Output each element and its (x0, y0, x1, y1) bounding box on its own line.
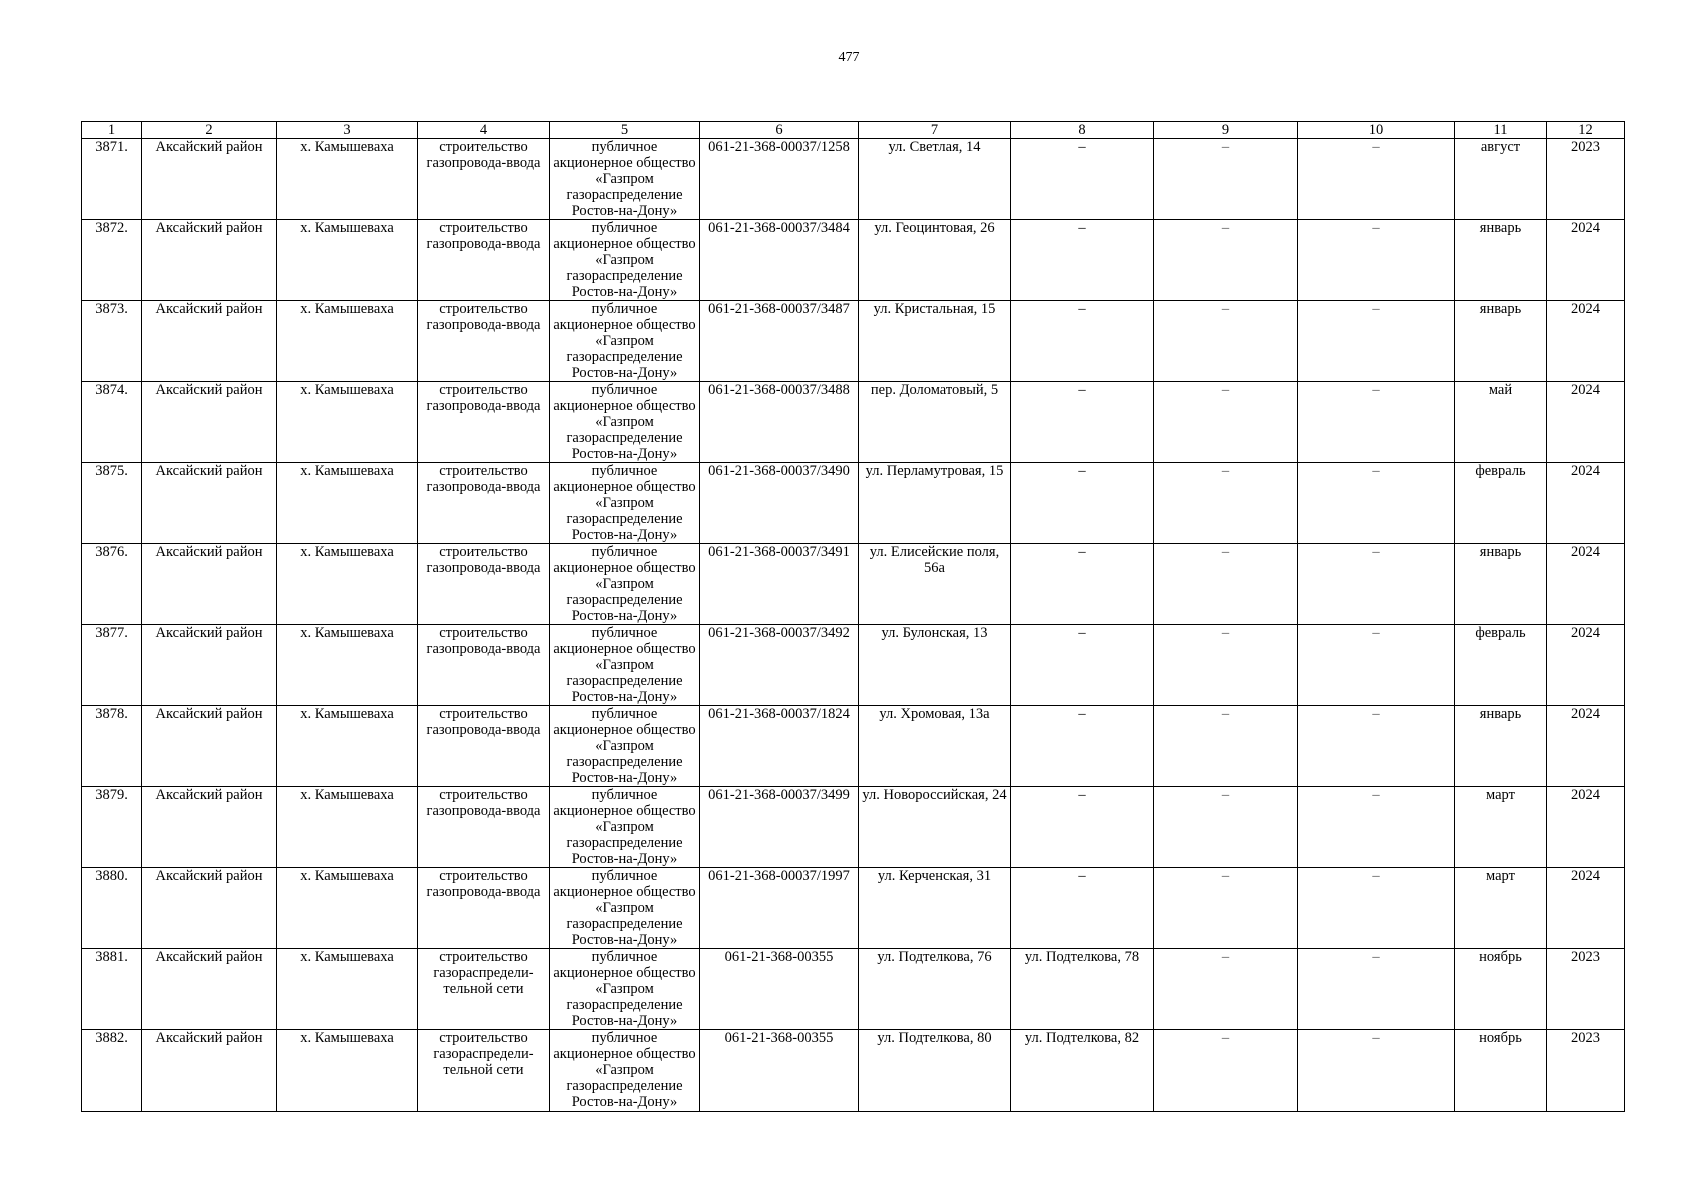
year-cell: 2024 (1547, 787, 1625, 868)
settlement-cell: х. Камышеваха (277, 220, 418, 301)
address-from-cell: ул. Геоцинтовая, 26 (859, 220, 1011, 301)
gas-register-table (81, 121, 1625, 1112)
column-10-cell: – (1298, 382, 1455, 463)
year-cell: 2024 (1547, 544, 1625, 625)
year-cell: 2024 (1547, 868, 1625, 949)
address-to-cell: – (1011, 463, 1154, 544)
table-row (82, 139, 1625, 220)
column-9-cell: – (1154, 868, 1298, 949)
code-cell: 061-21-368-00037/3492 (700, 625, 859, 706)
year-cell: 2024 (1547, 463, 1625, 544)
district-cell: Аксайский район (142, 220, 277, 301)
address-from-cell: ул. Хромовая, 13а (859, 706, 1011, 787)
object-cell: строительство газопровода-ввода (418, 382, 550, 463)
row-number: 3873. (82, 301, 142, 382)
address-from-cell: ул. Подтелкова, 76 (859, 949, 1011, 1030)
table-row (82, 463, 1625, 544)
table-row (82, 868, 1625, 949)
object-cell: строительство газопровода-ввода (418, 868, 550, 949)
organization-cell: публичное акционерное общество «Газпром газораспределение Ростов-на-Дону» (550, 220, 700, 301)
object-cell: строительство газопровода-ввода (418, 544, 550, 625)
settlement-cell: х. Камышеваха (277, 544, 418, 625)
address-to-cell: – (1011, 301, 1154, 382)
year-cell: 2024 (1547, 220, 1625, 301)
column-header: 1 (82, 122, 142, 139)
organization-cell: публичное акционерное общество «Газпром газораспределение Ростов-на-Дону» (550, 787, 700, 868)
settlement-cell: х. Камышеваха (277, 1030, 418, 1112)
column-header: 11 (1455, 122, 1547, 139)
code-cell: 061-21-368-00037/1824 (700, 706, 859, 787)
column-9-cell: – (1154, 463, 1298, 544)
column-10-cell: – (1298, 301, 1455, 382)
object-cell: строительство газопровода-ввода (418, 220, 550, 301)
code-cell: 061-21-368-00037/3491 (700, 544, 859, 625)
code-cell: 061-21-368-00355 (700, 949, 859, 1030)
district-cell: Аксайский район (142, 1030, 277, 1112)
code-cell: 061-21-368-00037/3490 (700, 463, 859, 544)
column-10-cell: – (1298, 544, 1455, 625)
address-to-cell: – (1011, 625, 1154, 706)
month-cell: январь (1455, 301, 1547, 382)
organization-cell: публичное акционерное общество «Газпром газораспределение Ростов-на-Дону» (550, 463, 700, 544)
address-to-cell: – (1011, 220, 1154, 301)
month-cell: май (1455, 382, 1547, 463)
address-to-cell: – (1011, 706, 1154, 787)
district-cell: Аксайский район (142, 625, 277, 706)
code-cell: 061-21-368-00037/3487 (700, 301, 859, 382)
settlement-cell: х. Камышеваха (277, 301, 418, 382)
year-cell: 2024 (1547, 301, 1625, 382)
month-cell: январь (1455, 544, 1547, 625)
address-from-cell: ул. Светлая, 14 (859, 139, 1011, 220)
table-row (82, 382, 1625, 463)
column-header: 8 (1011, 122, 1154, 139)
page-number: 477 (838, 50, 860, 65)
column-header: 7 (859, 122, 1011, 139)
row-number: 3878. (82, 706, 142, 787)
code-cell: 061-21-368-00037/1258 (700, 139, 859, 220)
organization-cell: публичное акционерное общество «Газпром газораспределение Ростов-на-Дону» (550, 382, 700, 463)
district-cell: Аксайский район (142, 787, 277, 868)
organization-cell: публичное акционерное общество «Газпром газораспределение Ростов-на-Дону» (550, 868, 700, 949)
table-row (82, 544, 1625, 625)
row-number: 3879. (82, 787, 142, 868)
address-to-cell: – (1011, 868, 1154, 949)
object-cell: строительство газопровода-ввода (418, 301, 550, 382)
district-cell: Аксайский район (142, 301, 277, 382)
settlement-cell: х. Камышеваха (277, 787, 418, 868)
organization-cell: публичное акционерное общество «Газпром газораспределение Ростов-на-Дону» (550, 706, 700, 787)
object-cell: строительство газораспредели-тельной сети (418, 949, 550, 1030)
object-cell: строительство газопровода-ввода (418, 625, 550, 706)
column-header: 2 (142, 122, 277, 139)
year-cell: 2024 (1547, 625, 1625, 706)
table-row (82, 625, 1625, 706)
table-row (82, 706, 1625, 787)
column-header: 5 (550, 122, 700, 139)
year-cell: 2023 (1547, 139, 1625, 220)
column-9-cell: – (1154, 706, 1298, 787)
address-to-cell: – (1011, 787, 1154, 868)
month-cell: август (1455, 139, 1547, 220)
address-from-cell: ул. Перламутровая, 15 (859, 463, 1011, 544)
district-cell: Аксайский район (142, 139, 277, 220)
row-number: 3876. (82, 544, 142, 625)
column-10-cell: – (1298, 220, 1455, 301)
address-to-cell: – (1011, 544, 1154, 625)
code-cell: 061-21-368-00037/3499 (700, 787, 859, 868)
address-from-cell: ул. Новороссийская, 24 (859, 787, 1011, 868)
column-9-cell: – (1154, 220, 1298, 301)
column-10-cell: – (1298, 139, 1455, 220)
table-body (82, 139, 1625, 1112)
address-to-cell: ул. Подтелкова, 78 (1011, 949, 1154, 1030)
year-cell: 2024 (1547, 382, 1625, 463)
table-row (82, 220, 1625, 301)
row-number: 3877. (82, 625, 142, 706)
code-cell: 061-21-368-00037/3484 (700, 220, 859, 301)
object-cell: строительство газопровода-ввода (418, 787, 550, 868)
address-to-cell: ул. Подтелкова, 82 (1011, 1030, 1154, 1112)
address-from-cell: ул. Подтелкова, 80 (859, 1030, 1011, 1112)
column-10-cell: – (1298, 625, 1455, 706)
district-cell: Аксайский район (142, 949, 277, 1030)
address-from-cell: ул. Булонская, 13 (859, 625, 1011, 706)
row-number: 3875. (82, 463, 142, 544)
column-9-cell: – (1154, 949, 1298, 1030)
district-cell: Аксайский район (142, 706, 277, 787)
settlement-cell: х. Камышеваха (277, 868, 418, 949)
column-header: 6 (700, 122, 859, 139)
month-cell: март (1455, 787, 1547, 868)
column-9-cell: – (1154, 787, 1298, 868)
address-from-cell: пер. Доломатовый, 5 (859, 382, 1011, 463)
column-header: 3 (277, 122, 418, 139)
column-header: 12 (1547, 122, 1625, 139)
settlement-cell: х. Камышеваха (277, 706, 418, 787)
address-from-cell: ул. Керченская, 31 (859, 868, 1011, 949)
month-cell: февраль (1455, 625, 1547, 706)
column-9-cell: – (1154, 1030, 1298, 1112)
organization-cell: публичное акционерное общество «Газпром газораспределение Ростов-на-Дону» (550, 1030, 700, 1112)
address-to-cell: – (1011, 382, 1154, 463)
table-row (82, 301, 1625, 382)
year-cell: 2023 (1547, 1030, 1625, 1112)
address-to-cell: – (1011, 139, 1154, 220)
month-cell: март (1455, 868, 1547, 949)
month-cell: ноябрь (1455, 949, 1547, 1030)
month-cell: февраль (1455, 463, 1547, 544)
district-cell: Аксайский район (142, 382, 277, 463)
row-number: 3871. (82, 139, 142, 220)
header-row (82, 122, 1625, 139)
column-10-cell: – (1298, 1030, 1455, 1112)
address-from-cell: ул. Елисейские поля, 56а (859, 544, 1011, 625)
month-cell: январь (1455, 706, 1547, 787)
column-header: 9 (1154, 122, 1298, 139)
column-10-cell: – (1298, 868, 1455, 949)
row-number: 3881. (82, 949, 142, 1030)
column-9-cell: – (1154, 625, 1298, 706)
district-cell: Аксайский район (142, 544, 277, 625)
column-10-cell: – (1298, 787, 1455, 868)
district-cell: Аксайский район (142, 463, 277, 544)
table-row (82, 949, 1625, 1030)
organization-cell: публичное акционерное общество «Газпром газораспределение Ростов-на-Дону» (550, 139, 700, 220)
settlement-cell: х. Камышеваха (277, 382, 418, 463)
object-cell: строительство газораспредели-тельной сети (418, 1030, 550, 1112)
settlement-cell: х. Камышеваха (277, 463, 418, 544)
address-from-cell: ул. Кристальная, 15 (859, 301, 1011, 382)
column-9-cell: – (1154, 139, 1298, 220)
object-cell: строительство газопровода-ввода (418, 706, 550, 787)
column-10-cell: – (1298, 463, 1455, 544)
code-cell: 061-21-368-00355 (700, 1030, 859, 1112)
column-header: 10 (1298, 122, 1455, 139)
row-number: 3880. (82, 868, 142, 949)
table-row (82, 1030, 1625, 1112)
table-header (82, 122, 1625, 139)
year-cell: 2023 (1547, 949, 1625, 1030)
column-9-cell: – (1154, 544, 1298, 625)
organization-cell: публичное акционерное общество «Газпром газораспределение Ростов-на-Дону» (550, 949, 700, 1030)
year-cell: 2024 (1547, 706, 1625, 787)
settlement-cell: х. Камышеваха (277, 949, 418, 1030)
column-9-cell: – (1154, 301, 1298, 382)
column-9-cell: – (1154, 382, 1298, 463)
row-number: 3882. (82, 1030, 142, 1112)
column-10-cell: – (1298, 949, 1455, 1030)
organization-cell: публичное акционерное общество «Газпром газораспределение Ростов-на-Дону» (550, 625, 700, 706)
settlement-cell: х. Камышеваха (277, 139, 418, 220)
organization-cell: публичное акционерное общество «Газпром газораспределение Ростов-на-Дону» (550, 301, 700, 382)
column-10-cell: – (1298, 706, 1455, 787)
settlement-cell: х. Камышеваха (277, 625, 418, 706)
row-number: 3874. (82, 382, 142, 463)
month-cell: ноябрь (1455, 1030, 1547, 1112)
district-cell: Аксайский район (142, 868, 277, 949)
month-cell: январь (1455, 220, 1547, 301)
code-cell: 061-21-368-00037/3488 (700, 382, 859, 463)
code-cell: 061-21-368-00037/1997 (700, 868, 859, 949)
organization-cell: публичное акционерное общество «Газпром газораспределение Ростов-на-Дону» (550, 544, 700, 625)
object-cell: строительство газопровода-ввода (418, 139, 550, 220)
column-header: 4 (418, 122, 550, 139)
table-row (82, 787, 1625, 868)
object-cell: строительство газопровода-ввода (418, 463, 550, 544)
row-number: 3872. (82, 220, 142, 301)
